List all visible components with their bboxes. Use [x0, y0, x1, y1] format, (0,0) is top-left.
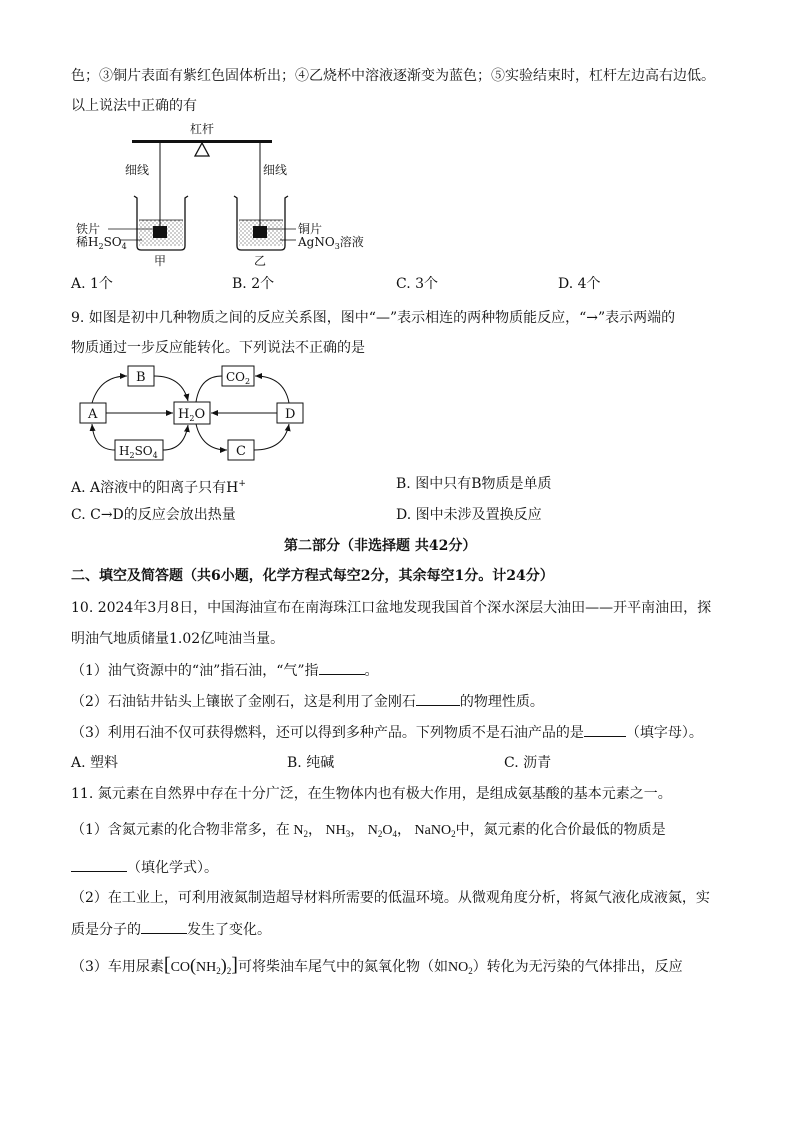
reaction-diagram	[70, 360, 320, 466]
q8-stem-line1: 色；③铜片表面有紫红色固体析出；④乙烧杯中溶液逐渐变为蓝色；⑤实验结束时，杠杆左边高右边低。	[71, 68, 715, 84]
iron-label: 铁片	[76, 222, 101, 236]
lever-beaker-figure	[60, 118, 390, 270]
part2-title: 第二部分（非选择题 共42分）	[284, 538, 477, 554]
h2o-label: $H_2O$	[178, 407, 206, 423]
copper-plate	[253, 226, 267, 238]
co2-label: $CO_2$	[226, 370, 251, 386]
acid-label: 稀$H_2SO_4$	[76, 235, 127, 251]
arrow-d-co2	[255, 376, 289, 403]
beaker-right-label: 乙	[254, 254, 267, 268]
q9-option-d: D. 图中未涉及置换反应	[396, 507, 542, 523]
q11-sub1: （1）含氮元素的化合物非常多，在 $N_2$， $NH_3$， $N_2O_4$， NaNO$_2$中，氮元素的化合价最低的物质是	[71, 822, 666, 839]
svg-text:D: D	[285, 407, 296, 422]
answer-blank	[416, 691, 460, 706]
answer-blank	[71, 857, 127, 872]
q10-line2: 明油气地质储量1.02亿吨油当量。	[71, 631, 285, 647]
q10-option-c: C. 沥青	[504, 755, 552, 771]
agno3-label: AgNO$_3$溶液	[298, 235, 364, 251]
beaker-left-label: 甲	[154, 254, 167, 268]
svg-text:C: C	[236, 444, 246, 459]
line-h2o-co2	[196, 376, 222, 402]
q9-stem-line1: 9. 如图是初中几种物质之间的反应关系图，图中“—”表示相连的两种物质能反应，“→”表示两端的	[71, 310, 676, 326]
q9-stem-line2: 物质通过一步反应能转化。下列说法不正确的是	[71, 340, 365, 356]
q9-option-c: C. C→D的反应会放出热量	[71, 507, 236, 523]
q10-sub2: （2）石油钻井钻头上镶嵌了金刚石，这是利用了金刚石 的物理性质。	[71, 691, 544, 712]
thread-right-label: 细线	[263, 163, 288, 177]
answer-blank	[141, 919, 187, 934]
q11-line1: 11. 氮元素在自然界中存在十分广泛，在生物体内也有极大作用，是组成氨基酸的基本元素之一。	[71, 786, 672, 802]
copper-label: 铜片	[298, 222, 323, 236]
q8-option-a: A. 1个	[71, 276, 113, 292]
q11-sub2-line2: 质是分子的 发生了变化。	[71, 919, 271, 940]
q10-sub3: （3）利用石油不仅可获得燃料，还可以得到多种产品。下列物质不是石油产品的是 （填字母）。	[71, 722, 703, 743]
q10-option-a: A. 塑料	[71, 755, 119, 771]
arrow-b-h2o	[154, 376, 188, 401]
arrow-c-d	[254, 424, 289, 450]
arrow-h2o-c	[196, 424, 227, 450]
q8-option-b: B. 2个	[232, 276, 275, 292]
q9-option-b: B. 图中只有B物质是单质	[396, 476, 552, 492]
q10-sub1: （1）油气资源中的“油”指石油，“气”指 。	[71, 660, 379, 681]
arrow-h2so4-a	[92, 424, 115, 450]
arrow-h2so4-h2o	[163, 425, 188, 450]
answer-blank	[319, 660, 365, 675]
svg-text:B: B	[136, 370, 146, 385]
fulcrum-triangle	[195, 143, 209, 156]
q10-line1: 10. 2024年3月8日，中国海油宣布在南海珠江口盆地发现我国首个深水深层大油田——开平南油田，探	[71, 600, 712, 616]
q8-option-c: C. 3个	[396, 276, 439, 292]
section2-title: 二、填空及简答题（共6小题，化学方程式每空2分，其余每空1分。计24分）	[71, 568, 554, 584]
q11-sub1-cont: （填化学式）。	[71, 857, 218, 878]
q8-option-d: D. 4个	[558, 276, 601, 292]
q9-option-a: A. A溶液中的阳离子只有H+	[71, 479, 246, 496]
thread-left-label: 细线	[125, 163, 150, 177]
arrow-a-b	[92, 376, 127, 403]
iron-plate	[153, 226, 167, 238]
svg-text:A: A	[88, 407, 98, 422]
q8-stem-line2: 以上说法中正确的有	[71, 98, 197, 114]
answer-blank	[584, 722, 626, 737]
q11-sub2-line1: （2）在工业上，可利用液氮制造超导材料所需要的低温环境。从微观角度分析，将氮气液化成液氮，实	[71, 890, 710, 906]
h2so4-label: $H_2SO_4$	[119, 444, 158, 460]
q10-option-b: B. 纯碱	[287, 755, 335, 771]
q11-sub3: （3）车用尿素$[CO(NH_2)_2]$可将柴油车尾气中的氮氧化物（如$NO_2$）转化为无污染的气体排出，反应	[71, 954, 683, 976]
lever-label: 杠杆	[190, 122, 215, 136]
